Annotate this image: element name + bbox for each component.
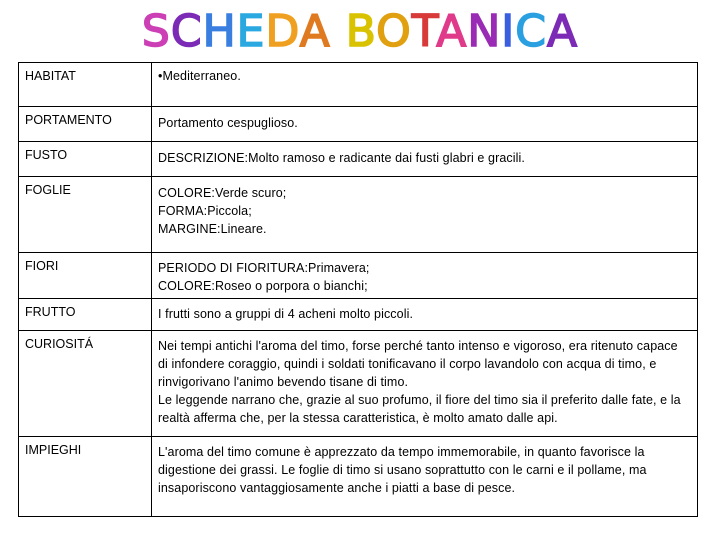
title-letter bbox=[331, 6, 346, 57]
fusto-value: DESCRIZIONE:Molto ramoso e radicante dai fusti glabri e gracili. bbox=[152, 142, 698, 177]
title-letter: O bbox=[376, 6, 412, 57]
title-letter: E bbox=[236, 6, 266, 57]
table-row bbox=[19, 63, 698, 107]
title-letter: B bbox=[345, 6, 377, 57]
portamento-value: Portamento cespuglioso. bbox=[152, 107, 698, 142]
portamento-label: PORTAMENTO bbox=[19, 107, 152, 142]
botanical-sheet-table bbox=[18, 62, 698, 517]
fusto-label: FUSTO bbox=[19, 142, 152, 177]
impieghi-label: IMPIEGHI bbox=[19, 437, 152, 517]
foglie-label: FOGLIE bbox=[19, 177, 152, 253]
curiosita-label: CURIOSITÁ bbox=[19, 331, 152, 437]
habitat-label: HABITAT bbox=[19, 63, 152, 107]
table-row bbox=[19, 299, 698, 331]
title-letter: N bbox=[467, 6, 502, 57]
title-letter: H bbox=[202, 6, 237, 57]
title-letter: A bbox=[436, 6, 468, 57]
title-letter: A bbox=[546, 6, 579, 57]
title-letter: S bbox=[141, 6, 171, 57]
foglie-value: COLORE:Verde scuro; FORMA:Piccola; MARGINE:Lineare. bbox=[152, 177, 698, 253]
title-letter: D bbox=[265, 6, 300, 57]
curiosita-value: Nei tempi antichi l'aroma del timo, forse perché tanto intenso e vigoroso, era ritenuto capace di infondere coraggio, quindi i soldati tonificavano il corpo lavandolo con acqua di timo, e rinvigorivano l'animo bevendo tisane di timo. Le leggende narrano che, grazie al suo profumo, il fiore del timo sia il preferito dalle fate, e la realtà afferma che, per la stessa caratteristica, è molto amato dalle api. bbox=[152, 331, 698, 437]
table-row bbox=[19, 437, 698, 517]
impieghi-value: L'aroma del timo comune è apprezzato da tempo immemorabile, in quanto favorisce la digestione dei grassi. Le foglie di timo si usano soprattutto con le carni e il pollame, ma insaporiscono vantaggiosamente anche i piatti a base di pesce. bbox=[152, 437, 698, 517]
habitat-value: •Mediterraneo. bbox=[152, 63, 698, 107]
fiori-value: PERIODO DI FIORITURA:Primavera; COLORE:Roseo o porpora o bianchi; bbox=[152, 253, 698, 299]
table-row bbox=[19, 331, 698, 437]
title-letter: I bbox=[501, 6, 516, 57]
page-title bbox=[0, 6, 720, 58]
frutto-value: I frutti sono a gruppi di 4 acheni molto piccoli. bbox=[152, 299, 698, 331]
table-row bbox=[19, 253, 698, 299]
table-row bbox=[19, 142, 698, 177]
table-row bbox=[19, 107, 698, 142]
fiori-label: FIORI bbox=[19, 253, 152, 299]
table-row bbox=[19, 177, 698, 253]
title-letter: A bbox=[299, 6, 331, 57]
frutto-label: FRUTTO bbox=[19, 299, 152, 331]
title-letter: T bbox=[411, 6, 437, 57]
title-letter: C bbox=[515, 6, 547, 57]
title-letter: C bbox=[170, 6, 203, 57]
